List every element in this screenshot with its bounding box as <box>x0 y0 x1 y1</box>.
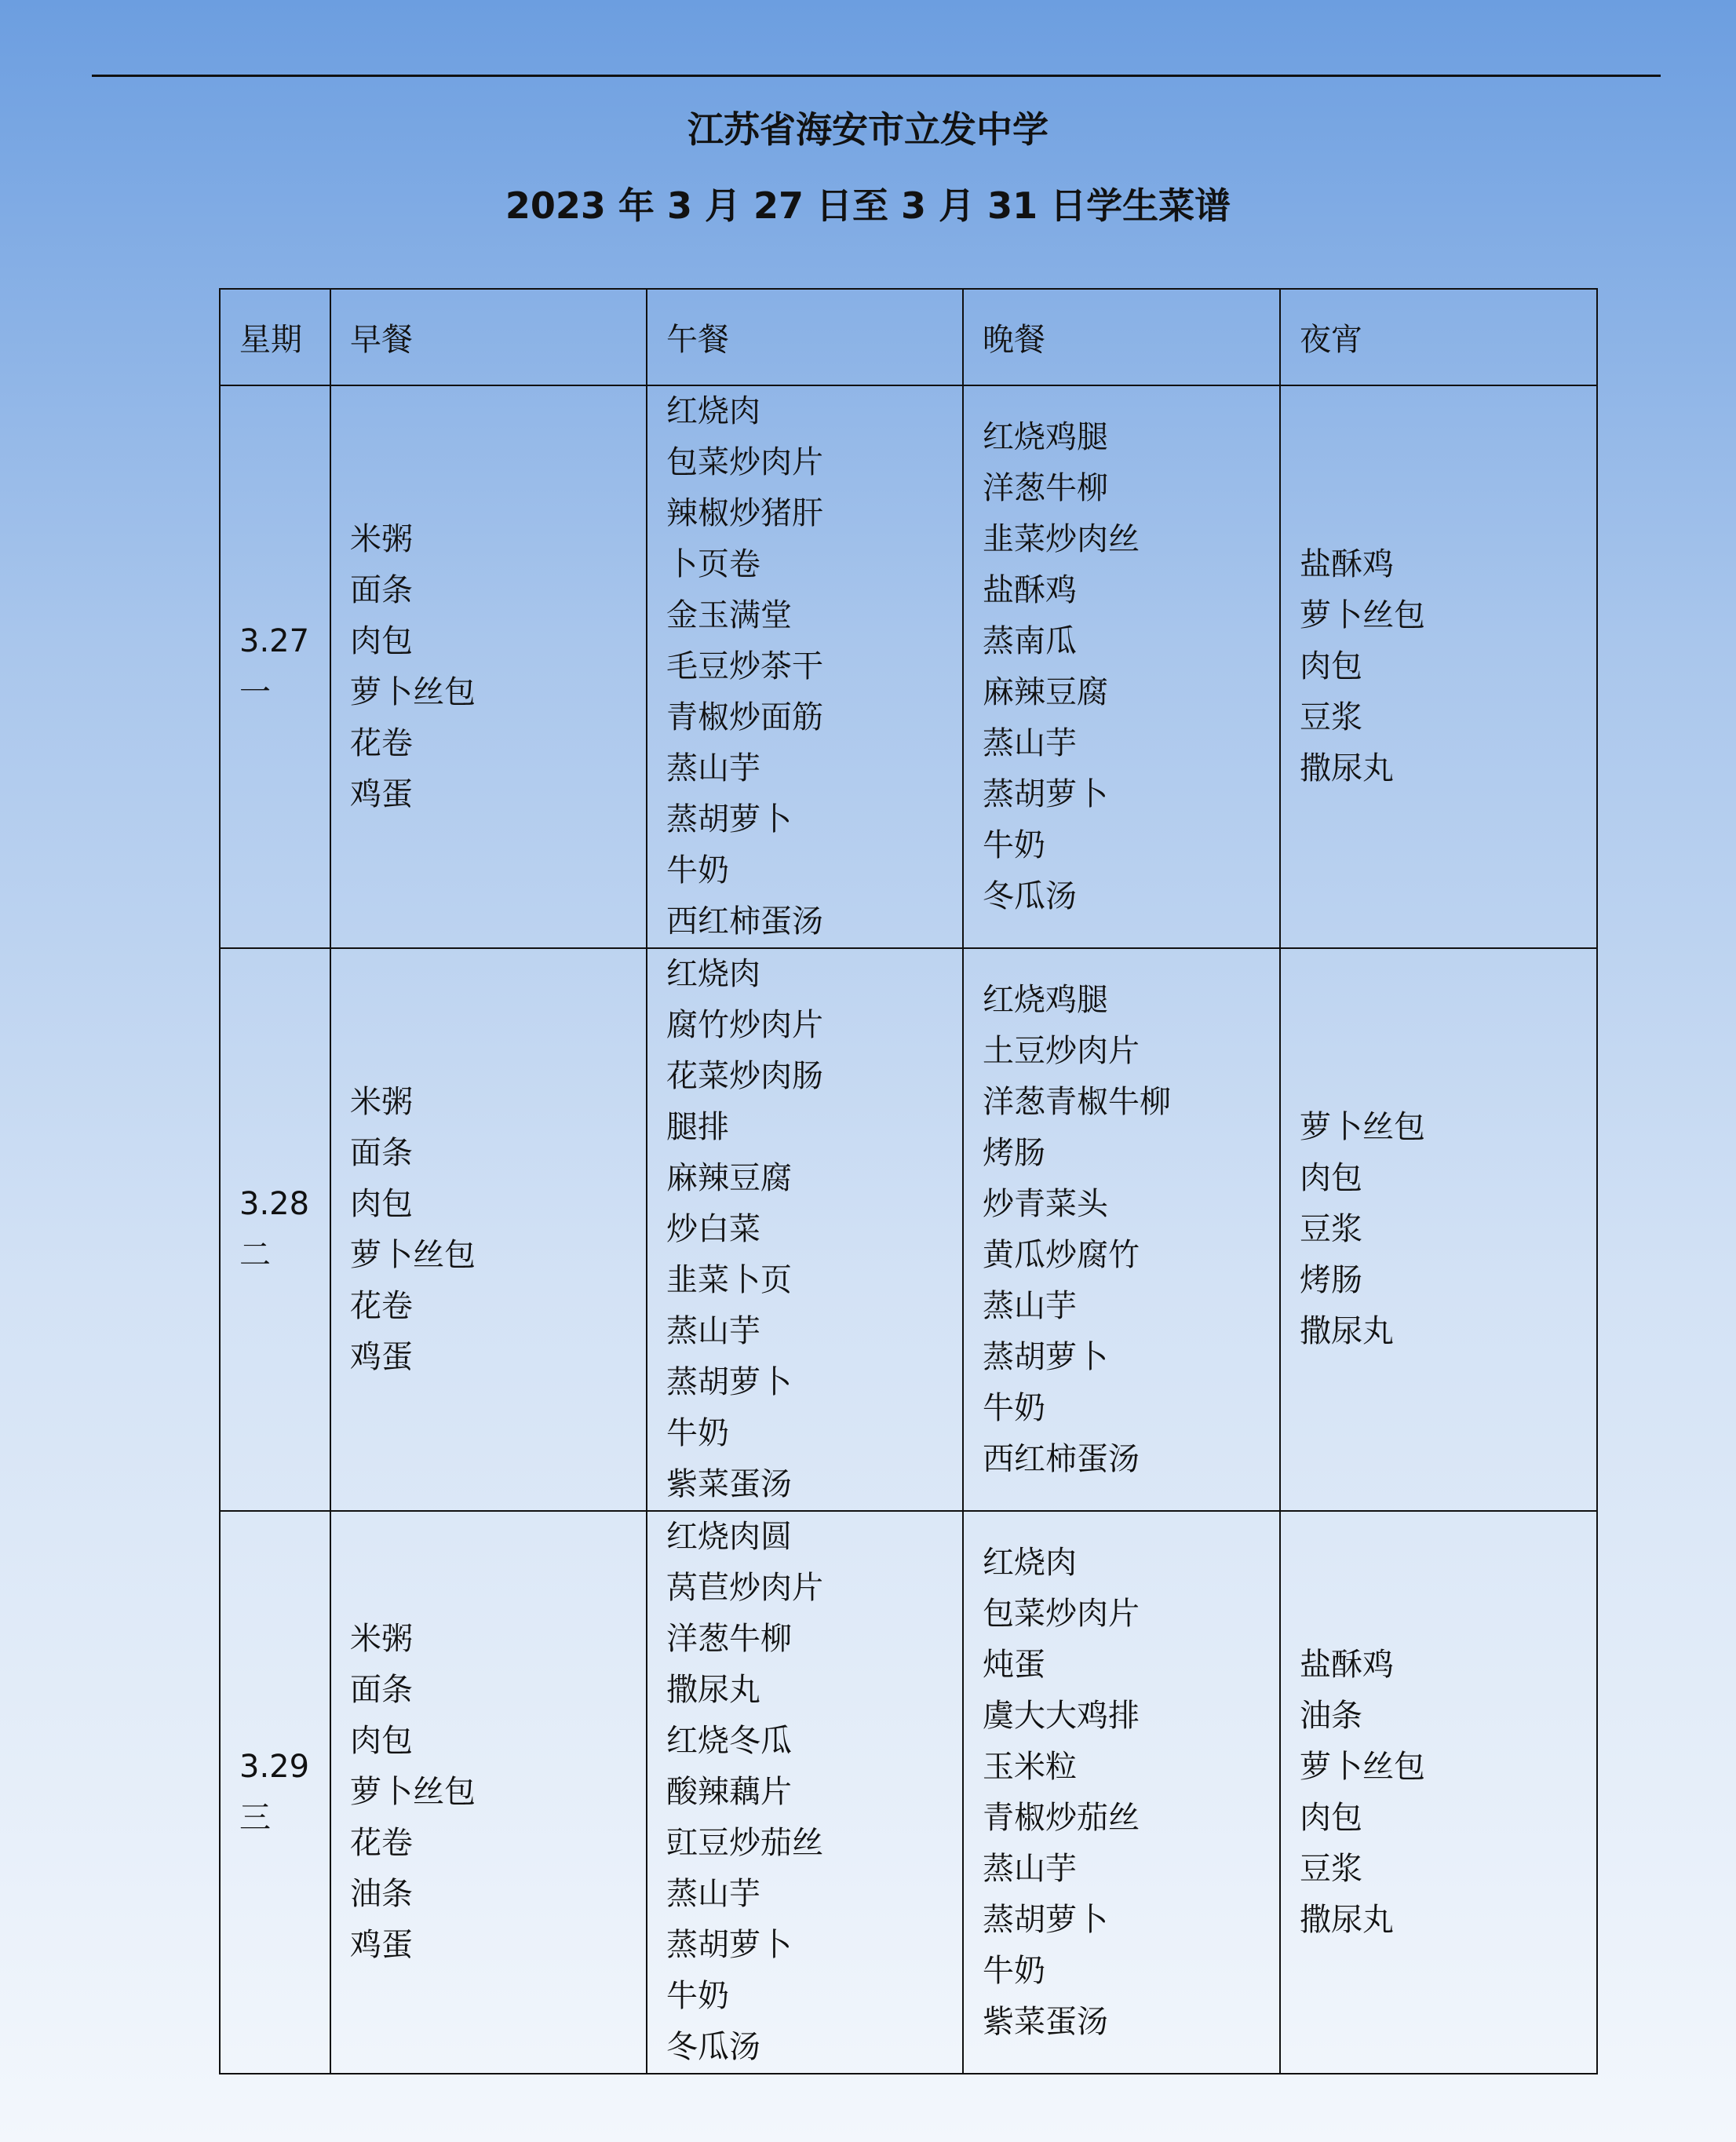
menu-item: 紫菜蛋汤 <box>983 2003 1108 2040</box>
menu-item: 红烧鸡腿 <box>983 981 1108 1018</box>
menu-item: 蒸胡萝卜 <box>666 1927 792 1963</box>
menu-item: 洋葱牛柳 <box>983 469 1108 506</box>
menu-item: 麻辣豆腐 <box>983 673 1108 710</box>
menu-item: 金玉满堂 <box>666 597 792 633</box>
menu-item: 牛奶 <box>983 1952 1045 1989</box>
menu-item: 鸡蛋 <box>350 1338 413 1375</box>
menu-item: 蒸胡萝卜 <box>983 1338 1108 1375</box>
menu-item: 油条 <box>1300 1697 1362 1734</box>
day-weekday: 一 <box>239 673 271 710</box>
header-dinner: 晚餐 <box>963 289 1280 385</box>
menu-item: 萝卜丝包 <box>1300 1109 1425 1145</box>
menu-item: 面条 <box>350 1672 413 1708</box>
menu-item: 牛奶 <box>983 1389 1045 1426</box>
menu-item: 麻辣豆腐 <box>666 1160 792 1196</box>
menu-item: 萝卜丝包 <box>350 1774 476 1810</box>
menu-item: 红烧肉圆 <box>666 1519 792 1555</box>
night-cell <box>1280 1511 1597 2074</box>
menu-item: 花卷 <box>350 1287 413 1324</box>
menu-item: 肉包 <box>350 1185 413 1222</box>
menu-item: 萝卜丝包 <box>1300 597 1425 633</box>
menu-item: 青椒炒茄丝 <box>983 1799 1140 1836</box>
menu-item: 豇豆炒茄丝 <box>666 1825 823 1861</box>
menu-item: 蒸山芋 <box>983 1850 1077 1887</box>
menu-item: 肉包 <box>350 1723 413 1759</box>
weekday-cell <box>220 1511 330 2074</box>
menu-item: 油条 <box>350 1876 413 1912</box>
menu-item: 撒尿丸 <box>1300 750 1394 786</box>
lunch-list <box>666 1512 943 2073</box>
menu-item: 盐酥鸡 <box>983 571 1077 608</box>
breakfast-list <box>350 1077 627 1383</box>
day-date: 3.27 <box>239 622 310 659</box>
menu-item: 腐竹炒肉片 <box>666 1007 823 1043</box>
menu-item: 面条 <box>350 571 413 608</box>
menu-item: 鸡蛋 <box>350 1927 413 1963</box>
header-weekday: 星期 <box>220 289 330 385</box>
lunch-cell <box>647 948 963 1511</box>
menu-item: 蒸山芋 <box>666 1313 760 1349</box>
menu-item: 西红柿蛋汤 <box>666 903 823 940</box>
menu-item: 酸辣藕片 <box>666 1774 792 1810</box>
menu-item: 萝卜丝包 <box>1300 1748 1425 1785</box>
menu-item: 玉米粒 <box>983 1748 1077 1785</box>
dinner-list <box>983 1538 1260 2048</box>
menu-item: 盐酥鸡 <box>1300 1646 1394 1683</box>
day-date: 3.29 <box>239 1748 310 1785</box>
menu-subtitle: 2023 年 3 月 27 日至 3 月 31 日学生菜谱 <box>505 184 1231 227</box>
menu-item: 花卷 <box>350 1825 413 1861</box>
menu-item: 烤肠 <box>983 1134 1045 1171</box>
menu-item: 面条 <box>350 1134 413 1171</box>
menu-item: 豆浆 <box>1300 1850 1362 1887</box>
menu-item: 肉包 <box>350 622 413 659</box>
menu-item: 洋葱青椒牛柳 <box>983 1083 1171 1120</box>
top-rule <box>92 75 1661 77</box>
menu-table <box>219 288 1598 2074</box>
menu-item: 蒸胡萝卜 <box>983 775 1108 812</box>
menu-item: 虞大大鸡排 <box>983 1697 1140 1734</box>
header-row <box>220 289 1597 385</box>
menu-item: 盐酥鸡 <box>1300 546 1394 582</box>
night-list <box>1300 1102 1577 1357</box>
menu-item: 烤肠 <box>1300 1262 1362 1298</box>
menu-item: 蒸山芋 <box>666 1876 760 1912</box>
breakfast-cell <box>330 385 647 948</box>
menu-item: 花菜炒肉肠 <box>666 1058 823 1094</box>
breakfast-list <box>350 514 627 820</box>
menu-item: 蒸山芋 <box>666 750 760 786</box>
day-weekday: 三 <box>239 1799 271 1836</box>
breakfast-cell <box>330 948 647 1511</box>
lunch-cell <box>647 385 963 948</box>
breakfast-cell <box>330 1511 647 2074</box>
night-cell <box>1280 385 1597 948</box>
night-cell <box>1280 948 1597 1511</box>
menu-item: 青椒炒面筋 <box>666 699 823 735</box>
day-row <box>220 385 1597 948</box>
menu-item: 包菜炒肉片 <box>983 1595 1140 1632</box>
menu-item: 撒尿丸 <box>666 1672 760 1708</box>
menu-item: 卜页卷 <box>666 546 760 582</box>
night-list <box>1300 1640 1577 1946</box>
menu-item: 冬瓜汤 <box>666 2029 760 2065</box>
menu-item: 撒尿丸 <box>1300 1901 1394 1938</box>
weekday-cell <box>220 948 330 1511</box>
menu-item: 肉包 <box>1300 1160 1362 1196</box>
menu-item: 炒青菜头 <box>983 1185 1108 1222</box>
menu-item: 肉包 <box>1300 1799 1362 1836</box>
dinner-list <box>983 975 1260 1485</box>
header-night: 夜宵 <box>1280 289 1597 385</box>
menu-item: 米粥 <box>350 1621 413 1657</box>
menu-item: 蒸胡萝卜 <box>983 1901 1108 1938</box>
menu-item: 肉包 <box>1300 648 1362 684</box>
menu-item: 洋葱牛柳 <box>666 1621 792 1657</box>
menu-item: 蒸山芋 <box>983 1287 1077 1324</box>
school-title: 江苏省海安市立发中学 <box>687 108 1049 151</box>
header-lunch: 午餐 <box>647 289 963 385</box>
lunch-list <box>666 949 943 1510</box>
menu-item: 土豆炒肉片 <box>983 1032 1140 1069</box>
dinner-cell <box>963 948 1280 1511</box>
menu-item: 紫菜蛋汤 <box>666 1466 792 1502</box>
dinner-cell <box>963 1511 1280 2074</box>
menu-item: 红烧鸡腿 <box>983 418 1108 455</box>
menu-item: 牛奶 <box>666 852 729 889</box>
menu-item: 鸡蛋 <box>350 775 413 812</box>
day-weekday: 二 <box>239 1236 271 1273</box>
menu-item: 黄瓜炒腐竹 <box>983 1236 1140 1273</box>
menu-item: 米粥 <box>350 520 413 557</box>
day-date: 3.28 <box>239 1185 310 1222</box>
menu-item: 蒸胡萝卜 <box>666 801 792 837</box>
night-list <box>1300 539 1577 794</box>
menu-item: 莴苣炒肉片 <box>666 1570 823 1606</box>
weekday-cell <box>220 385 330 948</box>
menu-item: 牛奶 <box>983 827 1045 863</box>
menu-item: 牛奶 <box>666 1978 729 2014</box>
menu-item: 红烧冬瓜 <box>666 1723 792 1759</box>
menu-item: 炖蛋 <box>983 1646 1045 1683</box>
menu-item: 米粥 <box>350 1083 413 1120</box>
menu-item: 红烧肉 <box>983 1544 1077 1581</box>
dinner-cell <box>963 385 1280 948</box>
lunch-list <box>666 386 943 947</box>
menu-item: 韭菜卜页 <box>666 1262 792 1298</box>
menu-item: 蒸南瓜 <box>983 622 1077 659</box>
menu-item: 蒸胡萝卜 <box>666 1364 792 1400</box>
menu-item: 豆浆 <box>1300 699 1362 735</box>
menu-item: 花卷 <box>350 724 413 761</box>
menu-item: 辣椒炒猪肝 <box>666 495 823 531</box>
menu-item: 豆浆 <box>1300 1211 1362 1247</box>
menu-item: 毛豆炒茶干 <box>666 648 823 684</box>
menu-item: 蒸山芋 <box>983 724 1077 761</box>
lunch-cell <box>647 1511 963 2074</box>
menu-item: 冬瓜汤 <box>983 878 1077 914</box>
menu-item: 萝卜丝包 <box>350 1236 476 1273</box>
day-row <box>220 1511 1597 2074</box>
breakfast-list <box>350 1614 627 1971</box>
menu-item: 西红柿蛋汤 <box>983 1440 1140 1477</box>
menu-item: 包菜炒肉片 <box>666 444 823 480</box>
menu-item: 红烧肉 <box>666 956 760 992</box>
menu-item: 腿排 <box>666 1109 729 1145</box>
menu-item: 萝卜丝包 <box>350 673 476 710</box>
menu-item: 撒尿丸 <box>1300 1313 1394 1349</box>
menu-item: 韭菜炒肉丝 <box>983 520 1140 557</box>
menu-item: 炒白菜 <box>666 1211 760 1247</box>
menu-item: 红烧肉 <box>666 393 760 429</box>
day-row <box>220 948 1597 1511</box>
dinner-list <box>983 412 1260 922</box>
menu-item: 牛奶 <box>666 1415 729 1451</box>
header-breakfast: 早餐 <box>330 289 647 385</box>
